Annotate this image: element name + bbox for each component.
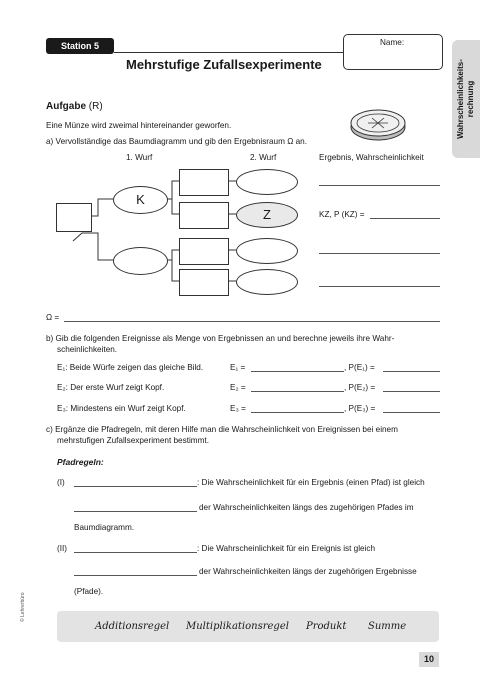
event-3-label: E₃: Mindestens ein Wurf zeigt Kopf.: [57, 404, 186, 413]
col-wurf2: 2. Wurf: [250, 153, 277, 162]
rule-2-blank-2[interactable]: [74, 575, 197, 576]
station-label: Station 5: [60, 41, 99, 51]
page-title: Mehrstufige Zufallsexperimente: [126, 57, 322, 72]
event-2-set-line[interactable]: [251, 391, 344, 392]
tree-prob-box-2[interactable]: [179, 202, 229, 229]
rule-1-number: (I): [57, 478, 65, 487]
copyright: © Lehrerbüro: [20, 592, 26, 622]
tree-node-z-label: Z: [263, 207, 271, 222]
tree-node-level2-1[interactable]: [236, 169, 298, 195]
event-2-label: E₂: Der erste Wurf zeigt Kopf.: [57, 383, 165, 392]
part-c-text1: c) Ergänze die Pfadregeln, mit deren Hilfe man die Wahrscheinlichkeit von Ereignissen bei einem: [46, 425, 398, 434]
event-2-prob: , P(E₂) =: [344, 383, 376, 392]
name-label: Name:: [380, 38, 405, 47]
rule-1-blank-2[interactable]: [74, 511, 197, 512]
word-bank-item-4[interactable]: Summe: [368, 621, 407, 632]
kz-label: KZ, P (KZ) =: [319, 210, 365, 219]
result-line-4[interactable]: [319, 286, 440, 287]
rule-2-text-a: : Die Wahrscheinlichkeit für ein Ereignis ist gleich: [197, 544, 376, 553]
result-line-3[interactable]: [319, 253, 440, 254]
event-2-set: E₂ =: [230, 383, 246, 392]
part-a-text: a) Vervollständige das Baumdiagramm und gib den Ergebnisraum Ω an.: [46, 137, 307, 146]
word-bank-item-1[interactable]: Additionsregel: [95, 621, 170, 632]
event-3-set-line[interactable]: [251, 412, 344, 413]
event-3-prob-line[interactable]: [383, 412, 440, 413]
part-b-text2: scheinlichkeiten.: [57, 345, 118, 354]
word-bank-item-2[interactable]: Multiplikationsregel: [186, 621, 289, 632]
tree-prob-box-3[interactable]: [179, 238, 229, 265]
col-wurf1: 1. Wurf: [126, 153, 153, 162]
rule-2-text-c: (Pfade).: [74, 587, 104, 596]
rule-1-blank-1[interactable]: [74, 486, 197, 487]
event-1-prob-line[interactable]: [383, 371, 440, 372]
col-result: Ergebnis, Wahrscheinlichkeit: [319, 153, 424, 162]
event-2-prob-line[interactable]: [383, 391, 440, 392]
part-c-text2: mehrstufigen Zufallsexperiment bestimmt.: [57, 436, 209, 445]
event-3-set: E₃ =: [230, 404, 246, 413]
rule-1-text-a: : Die Wahrscheinlichkeit für ein Ergebnis (einen Pfad) ist gleich: [197, 478, 425, 487]
event-1-label: E₁: Beide Würfe zeigen das gleiche Bild.: [57, 363, 204, 372]
result-line-2[interactable]: [370, 218, 440, 219]
omega-label: Ω =: [46, 313, 60, 322]
rule-2-number: (II): [57, 544, 68, 553]
tree-root-box[interactable]: [56, 203, 92, 232]
rule-1-text-b: der Wahrscheinlichkeiten längs des zugehörigen Pfades im: [199, 503, 414, 512]
rule-2-text-b: der Wahrscheinlichkeiten längs der zugehörigen Ergebnisse: [199, 567, 417, 576]
rule-1-text-c: Baumdiagramm.: [74, 523, 135, 532]
event-1-prob: , P(E₁) =: [344, 363, 375, 372]
event-1-set-line[interactable]: [251, 371, 344, 372]
rule-2-blank-1[interactable]: [74, 552, 197, 553]
side-tab-label: Wahrscheinlichkeits- rechnung: [456, 59, 475, 139]
tree-node-level2-3[interactable]: [236, 238, 298, 264]
rules-heading: Pfadregeln:: [57, 457, 104, 467]
event-3-prob: , P(E₃) =: [344, 404, 376, 413]
tree-node-k-label: K: [136, 192, 145, 207]
word-bank-item-3[interactable]: Produkt: [306, 621, 347, 632]
event-1-set: E₁ =: [230, 363, 246, 372]
omega-line[interactable]: [64, 321, 440, 322]
task-intro: Eine Münze wird zweimal hintereinander geworfen.: [46, 121, 232, 130]
tree-node-level2-4[interactable]: [236, 269, 298, 295]
tree-prob-box-1[interactable]: [179, 169, 229, 196]
result-line-1[interactable]: [319, 185, 440, 186]
tree-prob-box-4[interactable]: [179, 269, 229, 296]
task-heading: Aufgabe (R): [46, 101, 103, 112]
page-number: 10: [419, 652, 439, 667]
part-b-text1: b) Gib die folgenden Ereignisse als Menge von Ergebnissen an und berechne jeweils ihre Wahr-: [46, 334, 395, 343]
tree-node-level1-bottom[interactable]: [113, 247, 168, 275]
